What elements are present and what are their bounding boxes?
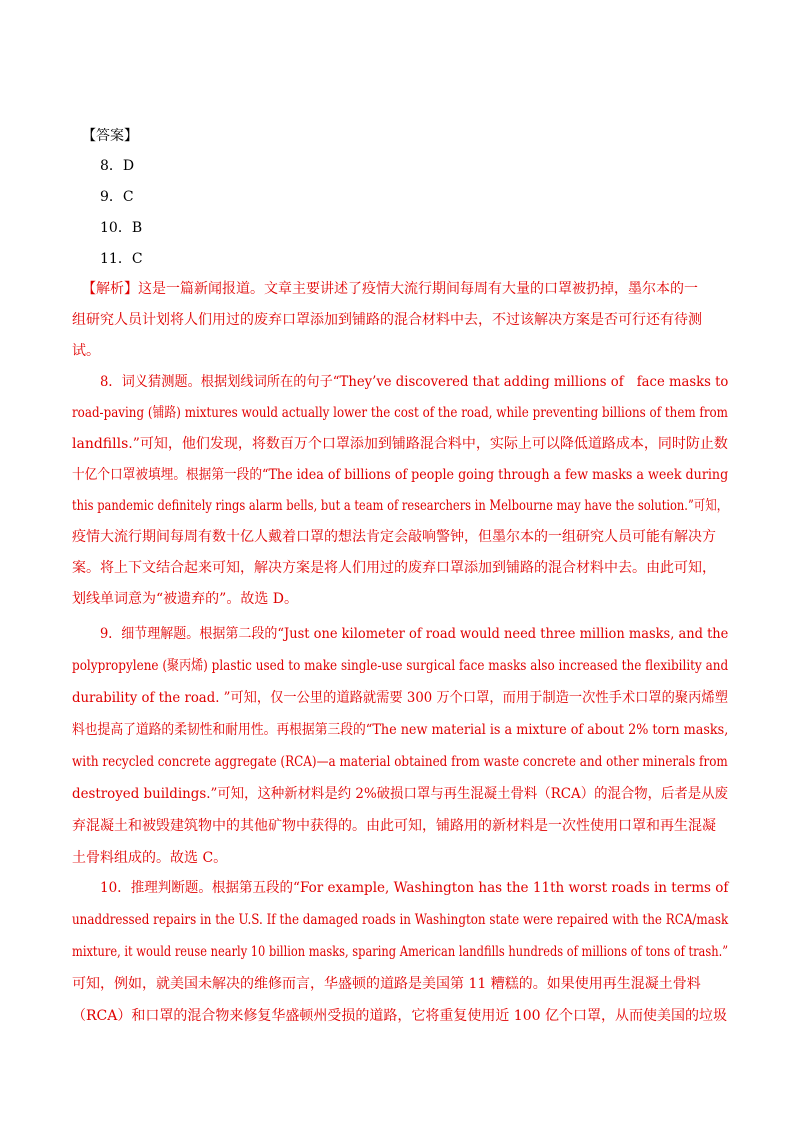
q8-line: 8．词义猜测题。根据划线词所在的句子“They’ve discovered that adding millions of face masks to (100, 374, 729, 390)
q8-line: this pandemic definitely rings alarm bells, but a team of researchers in Melbourne may have the solution.”可知， (72, 498, 729, 514)
answer-10: 10．B (100, 220, 143, 236)
q9-line: 弃混凝土和被毁建筑物中的其他矿物中获得的。由此可知，铺路用的新材料是一次性使用口罩和再生混凝 (72, 818, 716, 834)
q9-line: with recycled concrete aggregate (RCA)—a material obtained from waste concrete and other minerals from (72, 754, 728, 770)
q9-line: 土骨料组成的。故选 C。 (72, 850, 228, 866)
answer-11: 11．C (100, 251, 143, 267)
answer-9: 9．C (100, 189, 134, 205)
q10-line: unaddressed repairs in the U.S. If the damaged roads in Washington state were repaired with the RCA/mask (72, 912, 729, 928)
q8-line: landfills.”可知，他们发现，将数百万个口罩添加到铺路混合料中，实际上可以降低道路成本，同时防止数 (72, 436, 728, 452)
q9-line: polypropylene (聚丙烯) plastic used to make single-use surgical face masks also increased the flexibility and (72, 658, 729, 674)
q8-line: road-paving (铺路) mixtures would actually lower the cost of the road, while preventing billions of them from (72, 405, 728, 421)
q8-line: 案。将上下文结合起来可知，解决方案是将人们用过的废弃口罩添加到铺路的混合材料中去。由此可知， (72, 560, 716, 576)
q9-line: 9．细节理解题。根据第二段的“Just one kilometer of road would need three million masks, and the (100, 626, 729, 642)
analysis-line: 试。 (72, 343, 100, 359)
analysis-line: 【解析】这是一篇新闻报道。文章主要讲述了疫情大流行期间每周有大量的口罩被扔掉，墨尔本的一 (82, 281, 698, 297)
answer-heading: 【答案】 (82, 128, 138, 144)
q10-line: （RCA）和口罩的混合物来修复华盛顿州受损的道路，它将重复使用近 100 亿个口罩，从而使美国的垃圾 (72, 1008, 727, 1024)
q10-line: 10．推理判断题。根据第五段的“For example, Washington has the 11th worst roads in terms of (100, 880, 729, 896)
q9-line: 料也提高了道路的柔韧性和耐用性。再根据第三段的“The new material is a mixture of about 2% torn masks, (72, 722, 729, 738)
q8-line: 划线单词意为“被遗弃的”。故选 D。 (72, 591, 298, 607)
answer-8: 8．D (100, 158, 135, 174)
q10-line: 可知，例如，就美国未解决的维修而言，华盛顿的道路是美国第 11 糟糕的。如果使用再生混凝土骨料 (72, 976, 701, 992)
analysis-line: 组研究人员计划将人们用过的废弃口罩添加到铺路的混合材料中去，不过该解决方案是否可行还有待测 (72, 312, 702, 328)
q8-line: 十亿个口罩被填埋。根据第一段的“The idea of billions of people going through a few masks a week during (72, 467, 729, 483)
q9-line: durability of the road. ”可知，仅一公里的道路就需要 300 万个口罩，而用于制造一次性手术口罩的聚丙烯塑 (72, 690, 728, 706)
q9-line: destroyed buildings.”可知，这种新材料是约 2%破损口罩与再生混凝土骨料（RCA）的混合物，后者是从废 (72, 786, 728, 802)
q8-line: 疫情大流行期间每周有数十亿人戴着口罩的想法肯定会敲响警钟，但墨尔本的一组研究人员可能有解决方 (72, 529, 716, 545)
q10-line: mixture, it would reuse nearly 10 billion masks, sparing American landfills hundreds of millions of tons of trash.” (72, 944, 729, 960)
